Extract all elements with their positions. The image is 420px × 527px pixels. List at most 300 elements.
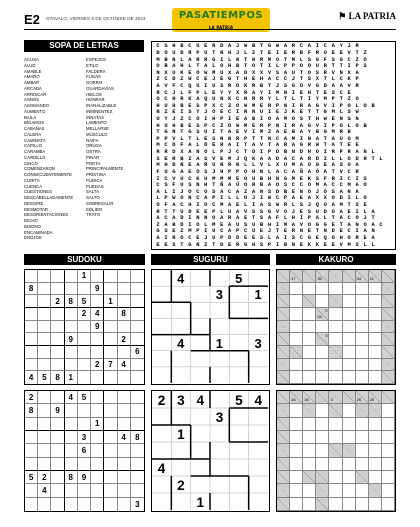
letter-cell[interactable]: C bbox=[339, 182, 343, 189]
letter-cell[interactable]: D bbox=[204, 142, 208, 149]
letter-cell[interactable]: I bbox=[236, 109, 240, 116]
letter-cell[interactable]: D bbox=[172, 142, 176, 149]
kakuro-cell[interactable] bbox=[303, 283, 316, 296]
sudoku-cell[interactable]: 6 bbox=[131, 346, 144, 359]
letter-cell[interactable]: C bbox=[347, 168, 351, 175]
sudoku-cell[interactable] bbox=[118, 498, 131, 511]
letter-cell[interactable]: D bbox=[251, 149, 256, 156]
letter-cell[interactable]: T bbox=[243, 142, 248, 149]
letter-cell[interactable]: I bbox=[220, 56, 224, 63]
letter-cell[interactable]: S bbox=[259, 208, 264, 215]
letter-cell[interactable]: L bbox=[275, 96, 280, 103]
letter-cell[interactable]: I bbox=[259, 116, 264, 123]
letter-cell[interactable]: C bbox=[212, 122, 216, 129]
letter-cell[interactable]: E bbox=[363, 202, 367, 208]
kakuro-cell[interactable] bbox=[290, 484, 303, 497]
letter-cell[interactable]: E bbox=[212, 89, 216, 96]
letter-cell[interactable]: K bbox=[188, 96, 192, 103]
sudoku-cell[interactable]: 6 bbox=[78, 444, 91, 457]
letter-cell[interactable]: B bbox=[180, 102, 184, 109]
letter-cell[interactable]: J bbox=[236, 155, 240, 162]
letter-cell[interactable]: E bbox=[331, 241, 335, 248]
letter-cell[interactable]: I bbox=[236, 142, 240, 149]
letter-cell[interactable]: E bbox=[188, 122, 192, 129]
sudoku-cell[interactable]: 9 bbox=[91, 321, 104, 334]
sudoku-cell[interactable] bbox=[25, 359, 38, 372]
letter-cell[interactable]: O bbox=[291, 116, 296, 123]
letter-cell[interactable]: O bbox=[355, 215, 359, 222]
letter-cell[interactable]: H bbox=[228, 49, 232, 56]
letter-cell[interactable]: V bbox=[339, 168, 343, 175]
letter-cell[interactable]: R bbox=[331, 175, 335, 182]
letter-cell[interactable]: I bbox=[164, 235, 168, 242]
sudoku-cell[interactable] bbox=[131, 484, 144, 497]
kakuro-cell[interactable] bbox=[303, 458, 316, 471]
sudoku-cell[interactable] bbox=[38, 333, 51, 346]
letter-cell[interactable]: P bbox=[275, 102, 280, 109]
sudoku-cell[interactable]: 2 bbox=[78, 308, 91, 321]
letter-cell[interactable]: T bbox=[259, 63, 264, 70]
letter-cell[interactable]: F bbox=[275, 215, 280, 222]
kakuro-cell[interactable] bbox=[369, 431, 382, 444]
letter-cell[interactable]: C bbox=[228, 109, 232, 116]
letter-cell[interactable]: O bbox=[243, 182, 248, 189]
letter-cell[interactable]: B bbox=[315, 129, 319, 136]
letter-cell[interactable]: A bbox=[275, 168, 280, 175]
letter-cell[interactable]: Z bbox=[347, 96, 351, 103]
letter-cell[interactable]: B bbox=[251, 43, 256, 50]
kakuro-cell[interactable] bbox=[329, 471, 342, 484]
letter-cell[interactable]: L bbox=[228, 56, 232, 63]
letter-cell[interactable]: O bbox=[307, 69, 311, 76]
letter-cell[interactable]: K bbox=[228, 96, 232, 103]
letter-cell[interactable]: M bbox=[283, 221, 288, 228]
letter-cell[interactable]: J bbox=[172, 116, 176, 123]
kakuro-cell[interactable] bbox=[329, 484, 342, 497]
letter-cell[interactable]: S bbox=[220, 82, 224, 89]
letter-cell[interactable]: D bbox=[315, 155, 319, 162]
letter-cell[interactable]: W bbox=[204, 69, 208, 76]
letter-cell[interactable]: Z bbox=[251, 49, 256, 56]
sudoku-cell[interactable] bbox=[104, 308, 117, 321]
letter-cell[interactable]: A bbox=[196, 162, 200, 169]
sudoku-cell[interactable] bbox=[131, 444, 144, 457]
letter-cell[interactable]: A bbox=[236, 208, 240, 215]
letter-cell[interactable]: C bbox=[347, 215, 351, 222]
letter-cell[interactable]: O bbox=[323, 49, 327, 56]
letter-cell[interactable]: U bbox=[220, 69, 224, 76]
letter-cell[interactable]: C bbox=[156, 182, 160, 189]
letter-cell[interactable]: T bbox=[188, 135, 192, 142]
letter-cell[interactable]: C bbox=[164, 215, 168, 222]
letter-cell[interactable]: O bbox=[275, 182, 280, 189]
letter-cell[interactable]: T bbox=[275, 228, 280, 235]
letter-cell[interactable]: B bbox=[299, 49, 303, 56]
letter-cell[interactable]: G bbox=[315, 221, 319, 228]
letter-cell[interactable]: Z bbox=[220, 122, 224, 129]
letter-cell[interactable]: I bbox=[267, 63, 272, 70]
letter-cell[interactable]: S bbox=[355, 241, 359, 248]
kakuro-cell[interactable] bbox=[329, 498, 342, 511]
letter-cell[interactable]: Y bbox=[315, 96, 319, 103]
letter-cell[interactable]: V bbox=[267, 69, 272, 76]
letter-cell[interactable]: J bbox=[236, 49, 240, 56]
letter-cell[interactable]: P bbox=[156, 135, 160, 142]
sudoku-cell[interactable] bbox=[51, 458, 64, 471]
kakuro-cell[interactable] bbox=[329, 418, 342, 431]
letter-cell[interactable]: R bbox=[283, 202, 288, 208]
letter-cell[interactable]: S bbox=[196, 129, 200, 136]
letter-cell[interactable]: W bbox=[275, 202, 280, 208]
letter-cell[interactable]: H bbox=[339, 235, 343, 242]
letter-cell[interactable]: U bbox=[315, 208, 319, 215]
letter-cell[interactable]: R bbox=[291, 43, 296, 50]
letter-cell[interactable]: O bbox=[347, 235, 351, 242]
sudoku-cell[interactable]: 4 bbox=[65, 391, 78, 404]
sudoku-cell[interactable]: 3 bbox=[135, 499, 140, 509]
suguru-number[interactable]: 4 bbox=[177, 335, 185, 351]
letter-cell[interactable]: K bbox=[291, 109, 296, 116]
suguru-number[interactable]: 2 bbox=[157, 393, 166, 409]
kakuro-cell[interactable] bbox=[343, 371, 356, 384]
letter-cell[interactable]: Q bbox=[315, 202, 319, 208]
letter-cell[interactable]: Z bbox=[156, 221, 160, 228]
letter-cell[interactable]: M bbox=[228, 175, 232, 182]
letter-cell[interactable]: L bbox=[220, 208, 224, 215]
letter-cell[interactable]: T bbox=[307, 109, 311, 116]
letter-cell[interactable]: L bbox=[267, 168, 272, 175]
letter-cell[interactable]: D bbox=[180, 49, 184, 56]
letter-cell[interactable]: I bbox=[196, 202, 200, 208]
letter-cell[interactable]: J bbox=[267, 228, 272, 235]
letter-cell[interactable]: A bbox=[299, 162, 303, 169]
letter-cell[interactable]: S bbox=[172, 241, 176, 248]
letter-cell[interactable]: S bbox=[196, 102, 200, 109]
letter-cell[interactable]: S bbox=[188, 109, 192, 116]
kakuro-cell[interactable] bbox=[329, 321, 342, 334]
kakuro-cell[interactable] bbox=[343, 283, 356, 296]
letter-cell[interactable]: L bbox=[243, 202, 248, 208]
letter-cell[interactable]: C bbox=[299, 43, 303, 50]
letter-cell[interactable]: O bbox=[347, 135, 351, 142]
letter-cell[interactable]: N bbox=[355, 116, 359, 123]
letter-cell[interactable]: L bbox=[323, 215, 327, 222]
sudoku-cell[interactable] bbox=[25, 295, 38, 308]
letter-cell[interactable]: R bbox=[251, 96, 256, 103]
letter-cell[interactable]: O bbox=[347, 155, 351, 162]
letter-cell[interactable]: A bbox=[196, 155, 200, 162]
sudoku-cell[interactable] bbox=[78, 404, 91, 417]
kakuro-cell[interactable] bbox=[382, 404, 395, 417]
kakuro-cell[interactable] bbox=[290, 333, 303, 346]
letter-cell[interactable]: G bbox=[323, 109, 327, 116]
sudoku-cell[interactable] bbox=[118, 444, 131, 457]
letter-cell[interactable]: O bbox=[156, 63, 160, 70]
letter-cell[interactable]: L bbox=[251, 162, 256, 169]
letter-cell[interactable]: R bbox=[307, 155, 311, 162]
letter-cell[interactable]: W bbox=[243, 43, 248, 50]
letter-cell[interactable]: E bbox=[347, 142, 351, 149]
letter-cell[interactable]: A bbox=[228, 182, 232, 189]
kakuro-cell[interactable] bbox=[316, 431, 329, 444]
letter-cell[interactable]: A bbox=[283, 155, 288, 162]
letter-cell[interactable]: D bbox=[220, 241, 224, 248]
letter-cell[interactable]: W bbox=[355, 109, 359, 116]
letter-cell[interactable]: H bbox=[251, 241, 256, 248]
letter-cell[interactable]: T bbox=[243, 63, 248, 70]
kakuro-cell[interactable] bbox=[356, 295, 369, 308]
kakuro-cell[interactable] bbox=[369, 308, 382, 321]
letter-cell[interactable]: N bbox=[339, 116, 343, 123]
kakuro-cell[interactable] bbox=[303, 484, 316, 497]
kakuro-cell[interactable] bbox=[316, 321, 329, 334]
letter-cell[interactable]: R bbox=[243, 89, 248, 96]
kakuro-cell[interactable] bbox=[343, 458, 356, 471]
letter-cell[interactable]: V bbox=[164, 82, 168, 89]
letter-cell[interactable]: N bbox=[371, 228, 375, 235]
letter-cell[interactable]: O bbox=[331, 195, 335, 202]
letter-cell[interactable]: A bbox=[331, 202, 335, 208]
letter-cell[interactable]: N bbox=[267, 135, 272, 142]
letter-cell[interactable]: H bbox=[212, 116, 216, 123]
letter-cell[interactable]: B bbox=[283, 188, 288, 195]
letter-cell[interactable]: K bbox=[251, 155, 256, 162]
letter-cell[interactable]: M bbox=[331, 129, 335, 136]
letter-cell[interactable]: E bbox=[220, 109, 224, 116]
letter-cell[interactable]: X bbox=[259, 69, 264, 76]
letter-cell[interactable]: A bbox=[371, 235, 375, 242]
letter-cell[interactable]: B bbox=[164, 63, 168, 70]
sudoku-cell[interactable] bbox=[65, 498, 78, 511]
letter-cell[interactable]: L bbox=[275, 63, 280, 70]
suguru-number[interactable]: 1 bbox=[254, 287, 262, 303]
kakuro-cell[interactable] bbox=[290, 359, 303, 372]
letter-cell[interactable]: E bbox=[164, 155, 168, 162]
letter-cell[interactable]: M bbox=[156, 162, 160, 169]
sudoku-cell[interactable]: 5 bbox=[78, 391, 91, 404]
letter-cell[interactable]: R bbox=[228, 162, 232, 169]
letter-cell[interactable]: E bbox=[299, 109, 303, 116]
letter-cell[interactable]: R bbox=[291, 122, 296, 129]
letter-cell[interactable]: K bbox=[307, 175, 311, 182]
letter-cell[interactable]: I bbox=[355, 228, 359, 235]
sudoku-cell[interactable] bbox=[65, 444, 78, 457]
sudoku-cell[interactable] bbox=[91, 270, 104, 283]
letter-cell[interactable]: D bbox=[236, 235, 240, 242]
letter-cell[interactable]: C bbox=[283, 168, 288, 175]
letter-cell[interactable]: D bbox=[299, 149, 303, 156]
letter-cell[interactable]: O bbox=[315, 149, 319, 156]
letter-cell[interactable]: Y bbox=[307, 129, 311, 136]
letter-cell[interactable]: P bbox=[291, 63, 296, 70]
letter-cell[interactable]: E bbox=[236, 116, 240, 123]
letter-cell[interactable]: P bbox=[164, 195, 168, 202]
letter-cell[interactable]: S bbox=[267, 202, 272, 208]
letter-cell[interactable]: S bbox=[283, 182, 288, 189]
letter-cell[interactable]: N bbox=[363, 149, 367, 156]
letter-cell[interactable]: C bbox=[220, 102, 224, 109]
letter-cell[interactable]: T bbox=[323, 142, 327, 149]
sudoku-cell[interactable]: 5 bbox=[38, 371, 51, 384]
letter-cell[interactable]: L bbox=[355, 195, 359, 202]
letter-cell[interactable]: H bbox=[204, 182, 208, 189]
sudoku-cell[interactable]: 9 bbox=[65, 333, 78, 346]
letter-cell[interactable]: B bbox=[347, 129, 351, 136]
kakuro-cell[interactable] bbox=[290, 418, 303, 431]
letter-cell[interactable]: A bbox=[156, 82, 160, 89]
letter-cell[interactable]: S bbox=[347, 109, 351, 116]
letter-cell[interactable]: G bbox=[188, 241, 192, 248]
letter-cell[interactable]: O bbox=[188, 188, 192, 195]
letter-cell[interactable]: H bbox=[220, 168, 224, 175]
sudoku-cell[interactable] bbox=[131, 308, 144, 321]
sudoku-cell[interactable] bbox=[25, 333, 38, 346]
letter-cell[interactable]: C bbox=[299, 182, 303, 189]
letter-cell[interactable]: H bbox=[188, 202, 192, 208]
letter-cell[interactable]: N bbox=[220, 49, 224, 56]
letter-cell[interactable]: L bbox=[331, 155, 335, 162]
letter-cell[interactable]: I bbox=[188, 215, 192, 222]
letter-cell[interactable]: X bbox=[236, 89, 240, 96]
letter-cell[interactable]: A bbox=[339, 82, 343, 89]
letter-cell[interactable]: A bbox=[267, 155, 272, 162]
sudoku-cell[interactable]: 2 bbox=[118, 333, 131, 346]
letter-cell[interactable]: I bbox=[220, 195, 224, 202]
letter-cell[interactable]: I bbox=[188, 221, 192, 228]
letter-cell[interactable]: C bbox=[228, 188, 232, 195]
letter-cell[interactable]: A bbox=[331, 135, 335, 142]
letter-cell[interactable]: E bbox=[323, 89, 327, 96]
letter-cell[interactable]: B bbox=[251, 116, 256, 123]
letter-cell[interactable]: B bbox=[172, 221, 176, 228]
letter-cell[interactable]: X bbox=[164, 69, 168, 76]
letter-cell[interactable]: T bbox=[299, 76, 303, 83]
letter-cell[interactable]: C bbox=[283, 76, 288, 83]
letter-cell[interactable]: G bbox=[323, 129, 327, 136]
letter-cell[interactable]: T bbox=[331, 63, 335, 70]
sudoku-cell[interactable] bbox=[65, 418, 78, 431]
letter-cell[interactable]: O bbox=[323, 202, 327, 208]
letter-cell[interactable]: S bbox=[363, 63, 367, 70]
letter-cell[interactable]: F bbox=[323, 175, 327, 182]
sudoku-cell[interactable] bbox=[78, 346, 91, 359]
letter-cell[interactable]: S bbox=[243, 221, 248, 228]
letter-cell[interactable]: N bbox=[236, 162, 240, 169]
letter-cell[interactable]: A bbox=[299, 129, 303, 136]
letter-cell[interactable]: S bbox=[251, 208, 256, 215]
letter-cell[interactable]: B bbox=[259, 182, 264, 189]
letter-cell[interactable]: P bbox=[283, 63, 288, 70]
sudoku-cell[interactable] bbox=[25, 308, 38, 321]
letter-cell[interactable]: E bbox=[172, 109, 176, 116]
sudoku-cell[interactable]: 8 bbox=[25, 404, 38, 417]
letter-cell[interactable]: S bbox=[307, 208, 311, 215]
letter-cell[interactable]: W bbox=[172, 195, 176, 202]
letter-cell[interactable]: A bbox=[236, 69, 240, 76]
letter-cell[interactable]: E bbox=[188, 168, 192, 175]
letter-cell[interactable]: O bbox=[220, 63, 224, 70]
sudoku-cell[interactable] bbox=[25, 418, 38, 431]
letter-cell[interactable]: E bbox=[204, 76, 208, 83]
sudoku-cell[interactable]: 4 bbox=[118, 431, 131, 444]
sudoku-cell[interactable]: 5 bbox=[25, 471, 38, 484]
letter-cell[interactable]: E bbox=[236, 175, 240, 182]
kakuro-cell[interactable] bbox=[369, 321, 382, 334]
letter-cell[interactable]: B bbox=[180, 43, 184, 50]
letter-cell[interactable]: C bbox=[236, 149, 240, 156]
sudoku-cell[interactable] bbox=[78, 498, 91, 511]
letter-cell[interactable]: E bbox=[347, 208, 351, 215]
kakuro-cell[interactable] bbox=[329, 308, 342, 321]
sudoku-cell[interactable] bbox=[118, 471, 131, 484]
suguru-number[interactable]: 1 bbox=[196, 495, 205, 511]
letter-cell[interactable]: F bbox=[180, 142, 184, 149]
letter-cell[interactable]: C bbox=[196, 76, 200, 83]
kakuro-cell[interactable] bbox=[329, 359, 342, 372]
letter-cell[interactable]: T bbox=[283, 56, 288, 63]
letter-cell[interactable]: U bbox=[259, 109, 264, 116]
letter-cell[interactable]: B bbox=[164, 56, 168, 63]
letter-cell[interactable]: M bbox=[228, 155, 232, 162]
letter-cell[interactable]: D bbox=[355, 155, 359, 162]
sudoku-cell[interactable] bbox=[38, 444, 51, 457]
letter-cell[interactable]: I bbox=[180, 109, 184, 116]
letter-cell[interactable]: S bbox=[291, 235, 296, 242]
letter-cell[interactable]: I bbox=[267, 109, 272, 116]
sudoku-cell[interactable] bbox=[91, 346, 104, 359]
letter-cell[interactable]: H bbox=[156, 122, 160, 129]
kakuro-cell[interactable] bbox=[343, 404, 356, 417]
letter-cell[interactable]: C bbox=[339, 89, 343, 96]
letter-cell[interactable]: Í bbox=[299, 215, 303, 222]
letter-cell[interactable]: C bbox=[156, 43, 160, 50]
sudoku-cell[interactable] bbox=[104, 270, 117, 283]
sudoku-cell[interactable] bbox=[51, 321, 64, 334]
letter-cell[interactable]: P bbox=[220, 149, 224, 156]
letter-cell[interactable]: V bbox=[275, 208, 280, 215]
letter-cell[interactable]: O bbox=[212, 109, 216, 116]
suguru-number[interactable]: 5 bbox=[235, 271, 243, 287]
kakuro-cell[interactable] bbox=[356, 308, 369, 321]
letter-cell[interactable]: Y bbox=[196, 109, 200, 116]
letter-cell[interactable]: C bbox=[299, 235, 303, 242]
letter-cell[interactable]: E bbox=[243, 235, 248, 242]
letter-cell[interactable]: B bbox=[180, 155, 184, 162]
letter-cell[interactable]: K bbox=[196, 175, 200, 182]
letter-cell[interactable]: H bbox=[172, 43, 176, 50]
letter-cell[interactable]: M bbox=[315, 182, 319, 189]
letter-cell[interactable]: T bbox=[251, 135, 256, 142]
letter-cell[interactable]: J bbox=[251, 195, 256, 202]
letter-cell[interactable]: S bbox=[347, 116, 351, 123]
letter-cell[interactable]: Z bbox=[267, 129, 272, 136]
letter-cell[interactable]: P bbox=[267, 122, 272, 129]
sudoku-cell[interactable] bbox=[25, 431, 38, 444]
letter-cell[interactable]: N bbox=[283, 102, 288, 109]
letter-cell[interactable]: E bbox=[204, 135, 208, 142]
letter-cell[interactable]: Y bbox=[164, 116, 168, 123]
letter-cell[interactable]: S bbox=[315, 175, 319, 182]
letter-cell[interactable]: J bbox=[212, 168, 216, 175]
sudoku-cell[interactable] bbox=[104, 371, 117, 384]
letter-cell[interactable]: A bbox=[275, 142, 280, 149]
letter-cell[interactable]: O bbox=[299, 63, 303, 70]
letter-cell[interactable]: F bbox=[172, 182, 176, 189]
kakuro-cell[interactable] bbox=[303, 418, 316, 431]
letter-cell[interactable]: I bbox=[259, 149, 264, 156]
letter-cell[interactable]: P bbox=[220, 116, 224, 123]
sudoku-cell[interactable]: 1 bbox=[104, 295, 117, 308]
